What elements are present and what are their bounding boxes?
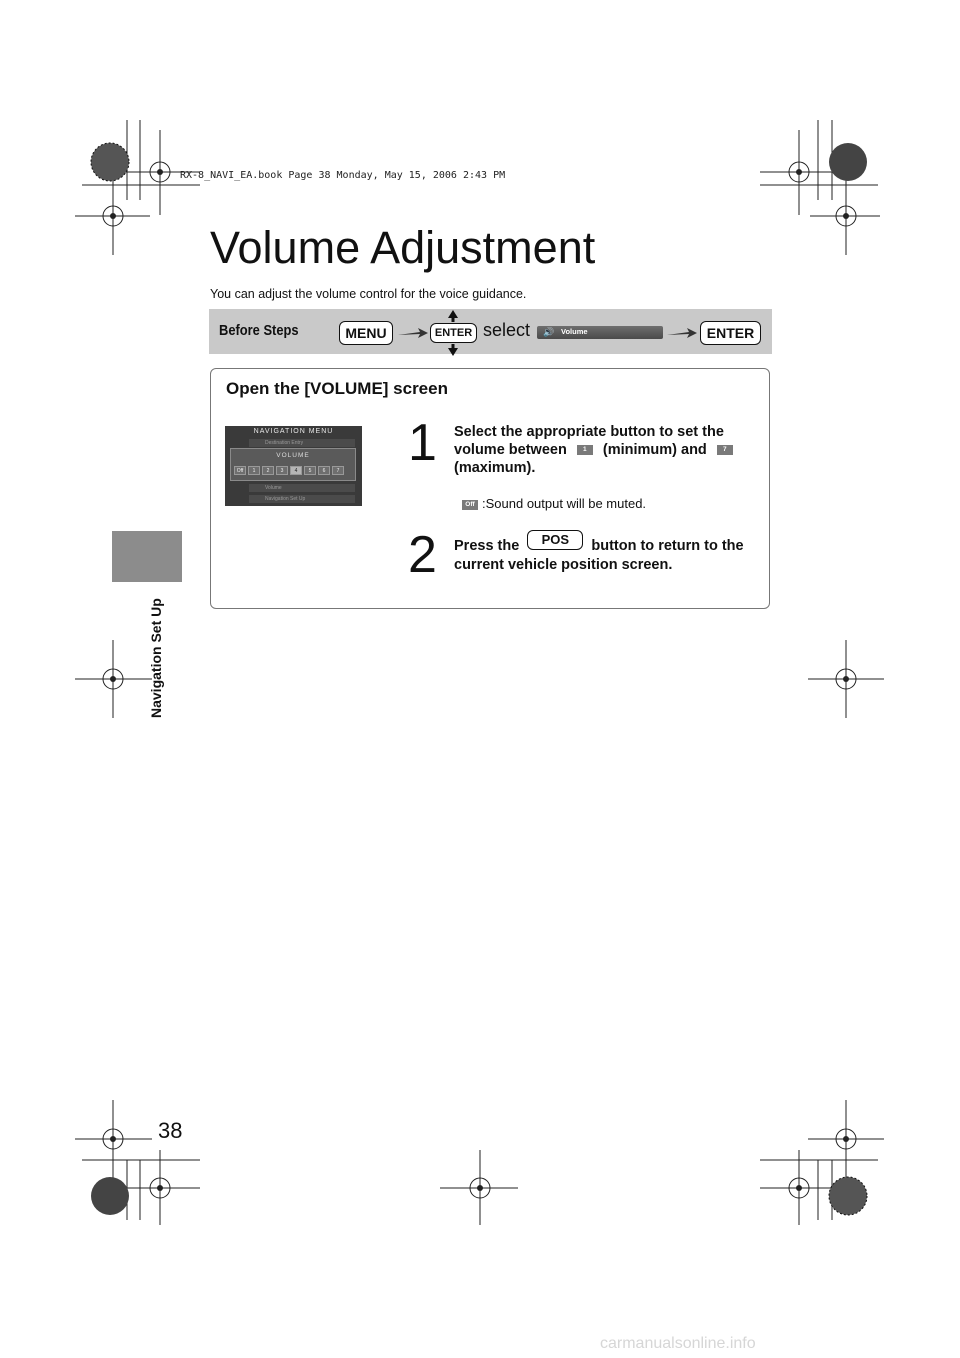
volume-cell: 3 [276, 466, 288, 475]
step-1-line-2 [454, 441, 733, 459]
step-2-text [454, 532, 744, 574]
volume-cell: 5 [304, 466, 316, 475]
select-word: select [483, 320, 531, 340]
enter-key-small: ENTER [430, 323, 477, 343]
arrow-right-icon-2 [667, 327, 697, 339]
screen-row-volume: Volume [249, 484, 355, 492]
volume-menu-item [537, 326, 663, 339]
volume-box-title: VOLUME [276, 452, 310, 459]
speaker-icon: 🔊 [543, 327, 555, 337]
off-chip: Off [462, 500, 478, 510]
step-2-line-2: current vehicle position screen. [454, 557, 673, 573]
navigation-menu-screenshot [225, 426, 362, 506]
page-number: 38 [158, 1118, 183, 1143]
print-info: RX-8_NAVI_EA.book Page 38 Monday, May 15, 2006 2:43 PM [180, 170, 506, 181]
step-2-line-1 [454, 532, 744, 556]
volume-menu-item-label: Volume [561, 327, 588, 336]
arrow-right-icon [398, 327, 428, 339]
page-subtitle: You can adjust the volume control for the voice guidance. [210, 287, 527, 301]
volume-cell: 6 [318, 466, 330, 475]
step-2-line-1b: button to return to the [591, 538, 744, 554]
side-label [146, 590, 166, 720]
mute-note-text: :Sound output will be muted. [482, 496, 647, 511]
mute-note [462, 496, 646, 511]
page-title: Volume Adjustment [210, 222, 596, 273]
volume-cell: 7 [332, 466, 344, 475]
volume-max-chip: 7 [717, 445, 733, 455]
step-2-line-1a: Press the [454, 538, 520, 554]
watermark: carmanualsonline.info [600, 1335, 756, 1352]
step-2-number: 2 [408, 526, 437, 584]
volume-cell: 4 [290, 466, 302, 475]
volume-cells [234, 466, 344, 475]
screen-row-navigation: Navigation Set Up [249, 495, 355, 503]
volume-min-chip: 1 [577, 445, 593, 455]
step-1-line-1: Select the appropriate button to set the [454, 424, 724, 440]
step-1-line-2a: volume between [454, 442, 567, 458]
pos-key: POS [527, 530, 583, 550]
screen-header: NAVIGATION MENU [253, 428, 334, 435]
volume-cell: 1 [248, 466, 260, 475]
step-1-text [454, 423, 733, 477]
volume-cell: Off [234, 466, 246, 475]
section-tab [112, 531, 182, 582]
screen-row-top: Destination Entry [249, 439, 355, 447]
volume-box [230, 448, 356, 481]
volume-cell: 2 [262, 466, 274, 475]
enter-key: ENTER [700, 321, 761, 345]
step-1-line-2b: (minimum) and [602, 442, 707, 458]
menu-key: MENU [339, 321, 393, 345]
step-1-number: 1 [408, 414, 437, 472]
side-label-text: Navigation Set Up [148, 598, 164, 718]
before-steps-label: Before Steps [219, 322, 299, 339]
step-1-line-3: (maximum). [454, 460, 536, 476]
panel-title: Open the [VOLUME] screen [226, 379, 448, 398]
